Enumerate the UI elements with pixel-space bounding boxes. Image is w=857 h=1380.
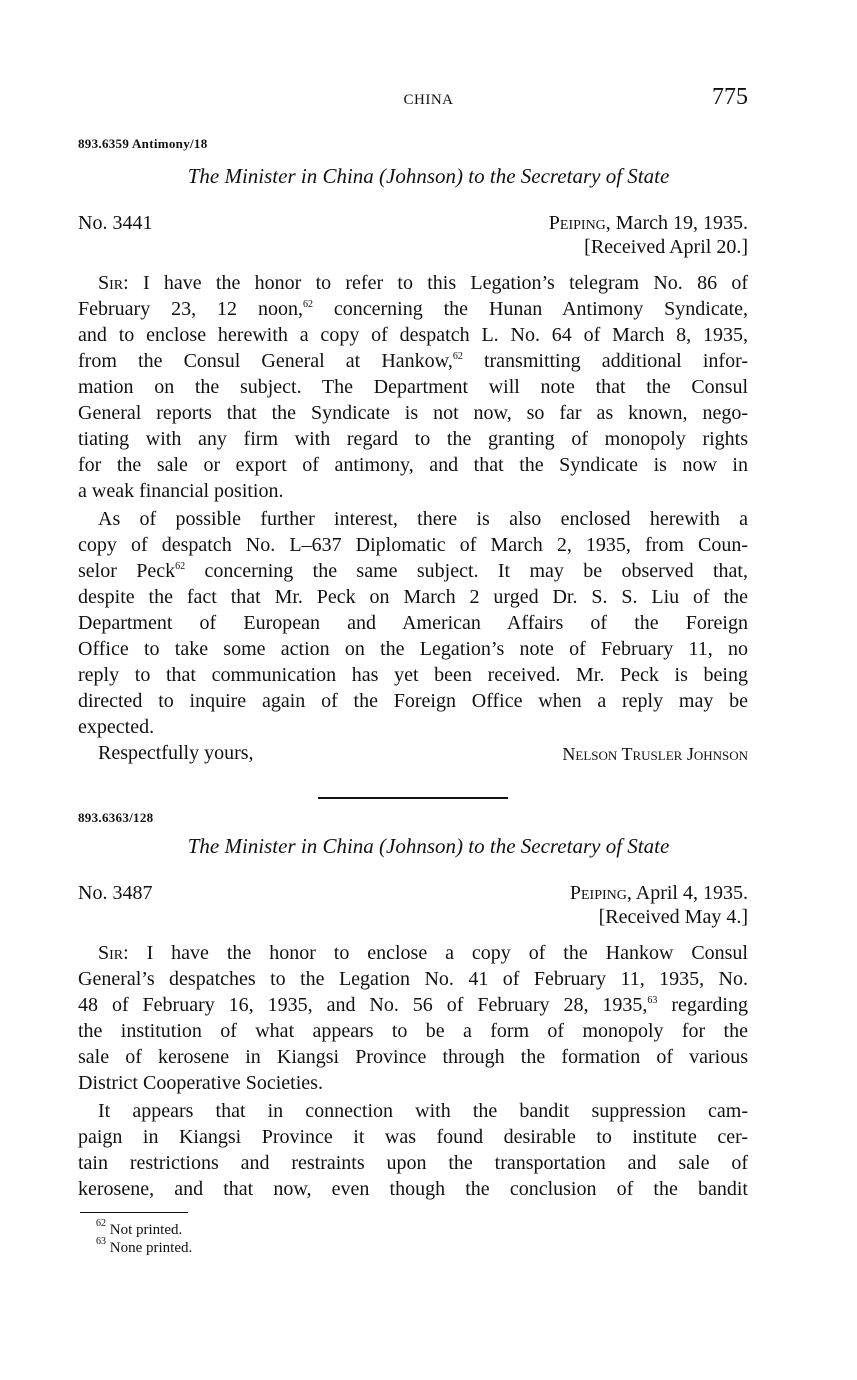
place-date (549, 212, 748, 235)
body-line: General’s despatches to the Legation No. 41 of February 11, 1935, No. (78, 968, 748, 990)
date: , April 4, 1935. (626, 882, 748, 904)
despatch-number: No. 3441 (78, 212, 153, 234)
body-line: and to enclose herewith a copy of despatch L. No. 64 of March 8, 1935, (78, 324, 748, 346)
body-line: expected. (78, 716, 155, 738)
body-line: selor Peck$^{62}$ concerning the same subject. It may be observed that, (78, 560, 748, 582)
signature: Nelson Trusler Johnson (562, 744, 748, 764)
body-line: It appears that in connection with the bandit suppression cam- (98, 1100, 748, 1122)
page-number: 775 (712, 84, 748, 110)
received-date: [Received April 20.] (584, 236, 748, 258)
body-line: tain restrictions and restraints upon the transportation and sale of (78, 1152, 748, 1174)
footnote-mark: 63 (96, 1236, 106, 1247)
salutation: Sir (98, 942, 124, 964)
running-header: CHINA (403, 92, 454, 108)
body-line: General reports that the Syndicate is not now, so far as known, nego- (78, 402, 748, 424)
received-date: [Received May 4.] (598, 906, 748, 928)
salutation: Sir (98, 272, 124, 294)
footnote-rule (80, 1212, 188, 1213)
footnote-ref[interactable]: 63 (647, 995, 658, 1006)
footnote: $^{63}$ None printed. (96, 1236, 193, 1256)
body-line: February 23, 12 noon,$^{62}$ concerning the Hunan Antimony Syndicate, (78, 298, 749, 320)
footnote-ref[interactable]: 62 (175, 561, 186, 572)
body-line: from the Consul General at Hankow,$^{62}$ transmitting additional infor- (78, 350, 748, 372)
body-line: the institution of what appears to be a form of monopoly for the (78, 1020, 748, 1042)
body-line: Sir: I have the honor to enclose a copy of the Hankow Consul (98, 942, 748, 964)
despatch-number: No. 3487 (78, 882, 153, 904)
date: , March 19, 1935. (605, 212, 748, 234)
body-line: As of possible further interest, there is also enclosed herewith a (98, 508, 748, 530)
body-line: tiating with any firm with regard to the granting of monopoly rights (78, 428, 748, 450)
footnote: $^{62}$ Not printed. (96, 1218, 183, 1238)
document-heading: The Minister in China (Johnson) to the Secretary of State (187, 164, 670, 188)
place: Peiping (548, 212, 606, 234)
body-line: mation on the subject. The Department will note that the Consul (78, 376, 748, 398)
body-line: paign in Kiangsi Province it was found desirable to institute cer- (78, 1126, 748, 1148)
body-line: Sir: I have the honor to refer to this Legation’s telegram No. 86 of (98, 272, 748, 294)
body-line: sale of kerosene in Kiangsi Province through the formation of various (78, 1046, 748, 1068)
body-line: District Cooperative Societies. (78, 1072, 323, 1094)
document-heading: The Minister in China (Johnson) to the Secretary of State (187, 834, 670, 858)
body-line: Department of European and American Affairs of the Foreign (78, 612, 748, 634)
body-line: 48 of February 16, 1935, and No. 56 of February 28, 1935,63 regarding (78, 994, 748, 1016)
footnote-ref[interactable]: 62 (302, 299, 313, 310)
footnote-mark: 62 (96, 1218, 106, 1229)
closing: Respectfully yours, (98, 742, 254, 764)
body-line: despite the fact that Mr. Peck on March 2 urged Dr. S. S. Liu of the (78, 586, 748, 608)
body-line: a weak financial position. (78, 480, 284, 502)
file-number: 893.6363/128 (78, 810, 154, 825)
body-line: Office to take some action on the Legation’s note of February 11, no (78, 638, 748, 660)
file-number: 893.6359 Antimony/18 (78, 136, 208, 151)
body-line: copy of despatch No. L–637 Diplomatic of March 2, 1935, from Coun- (78, 534, 748, 556)
place: Peiping (569, 882, 627, 904)
body-line: kerosene, and that now, even though the conclusion of the bandit (78, 1178, 748, 1200)
body-line: for the sale or export of antimony, and that the Syndicate is now in (78, 454, 748, 476)
body-line: directed to inquire again of the Foreign Office when a reply may be (78, 690, 748, 712)
place-date (570, 882, 748, 905)
footnote-ref[interactable]: 62 (452, 351, 463, 362)
section-divider (318, 797, 508, 799)
body-line: reply to that communication has yet been received. Mr. Peck is being (78, 664, 748, 686)
